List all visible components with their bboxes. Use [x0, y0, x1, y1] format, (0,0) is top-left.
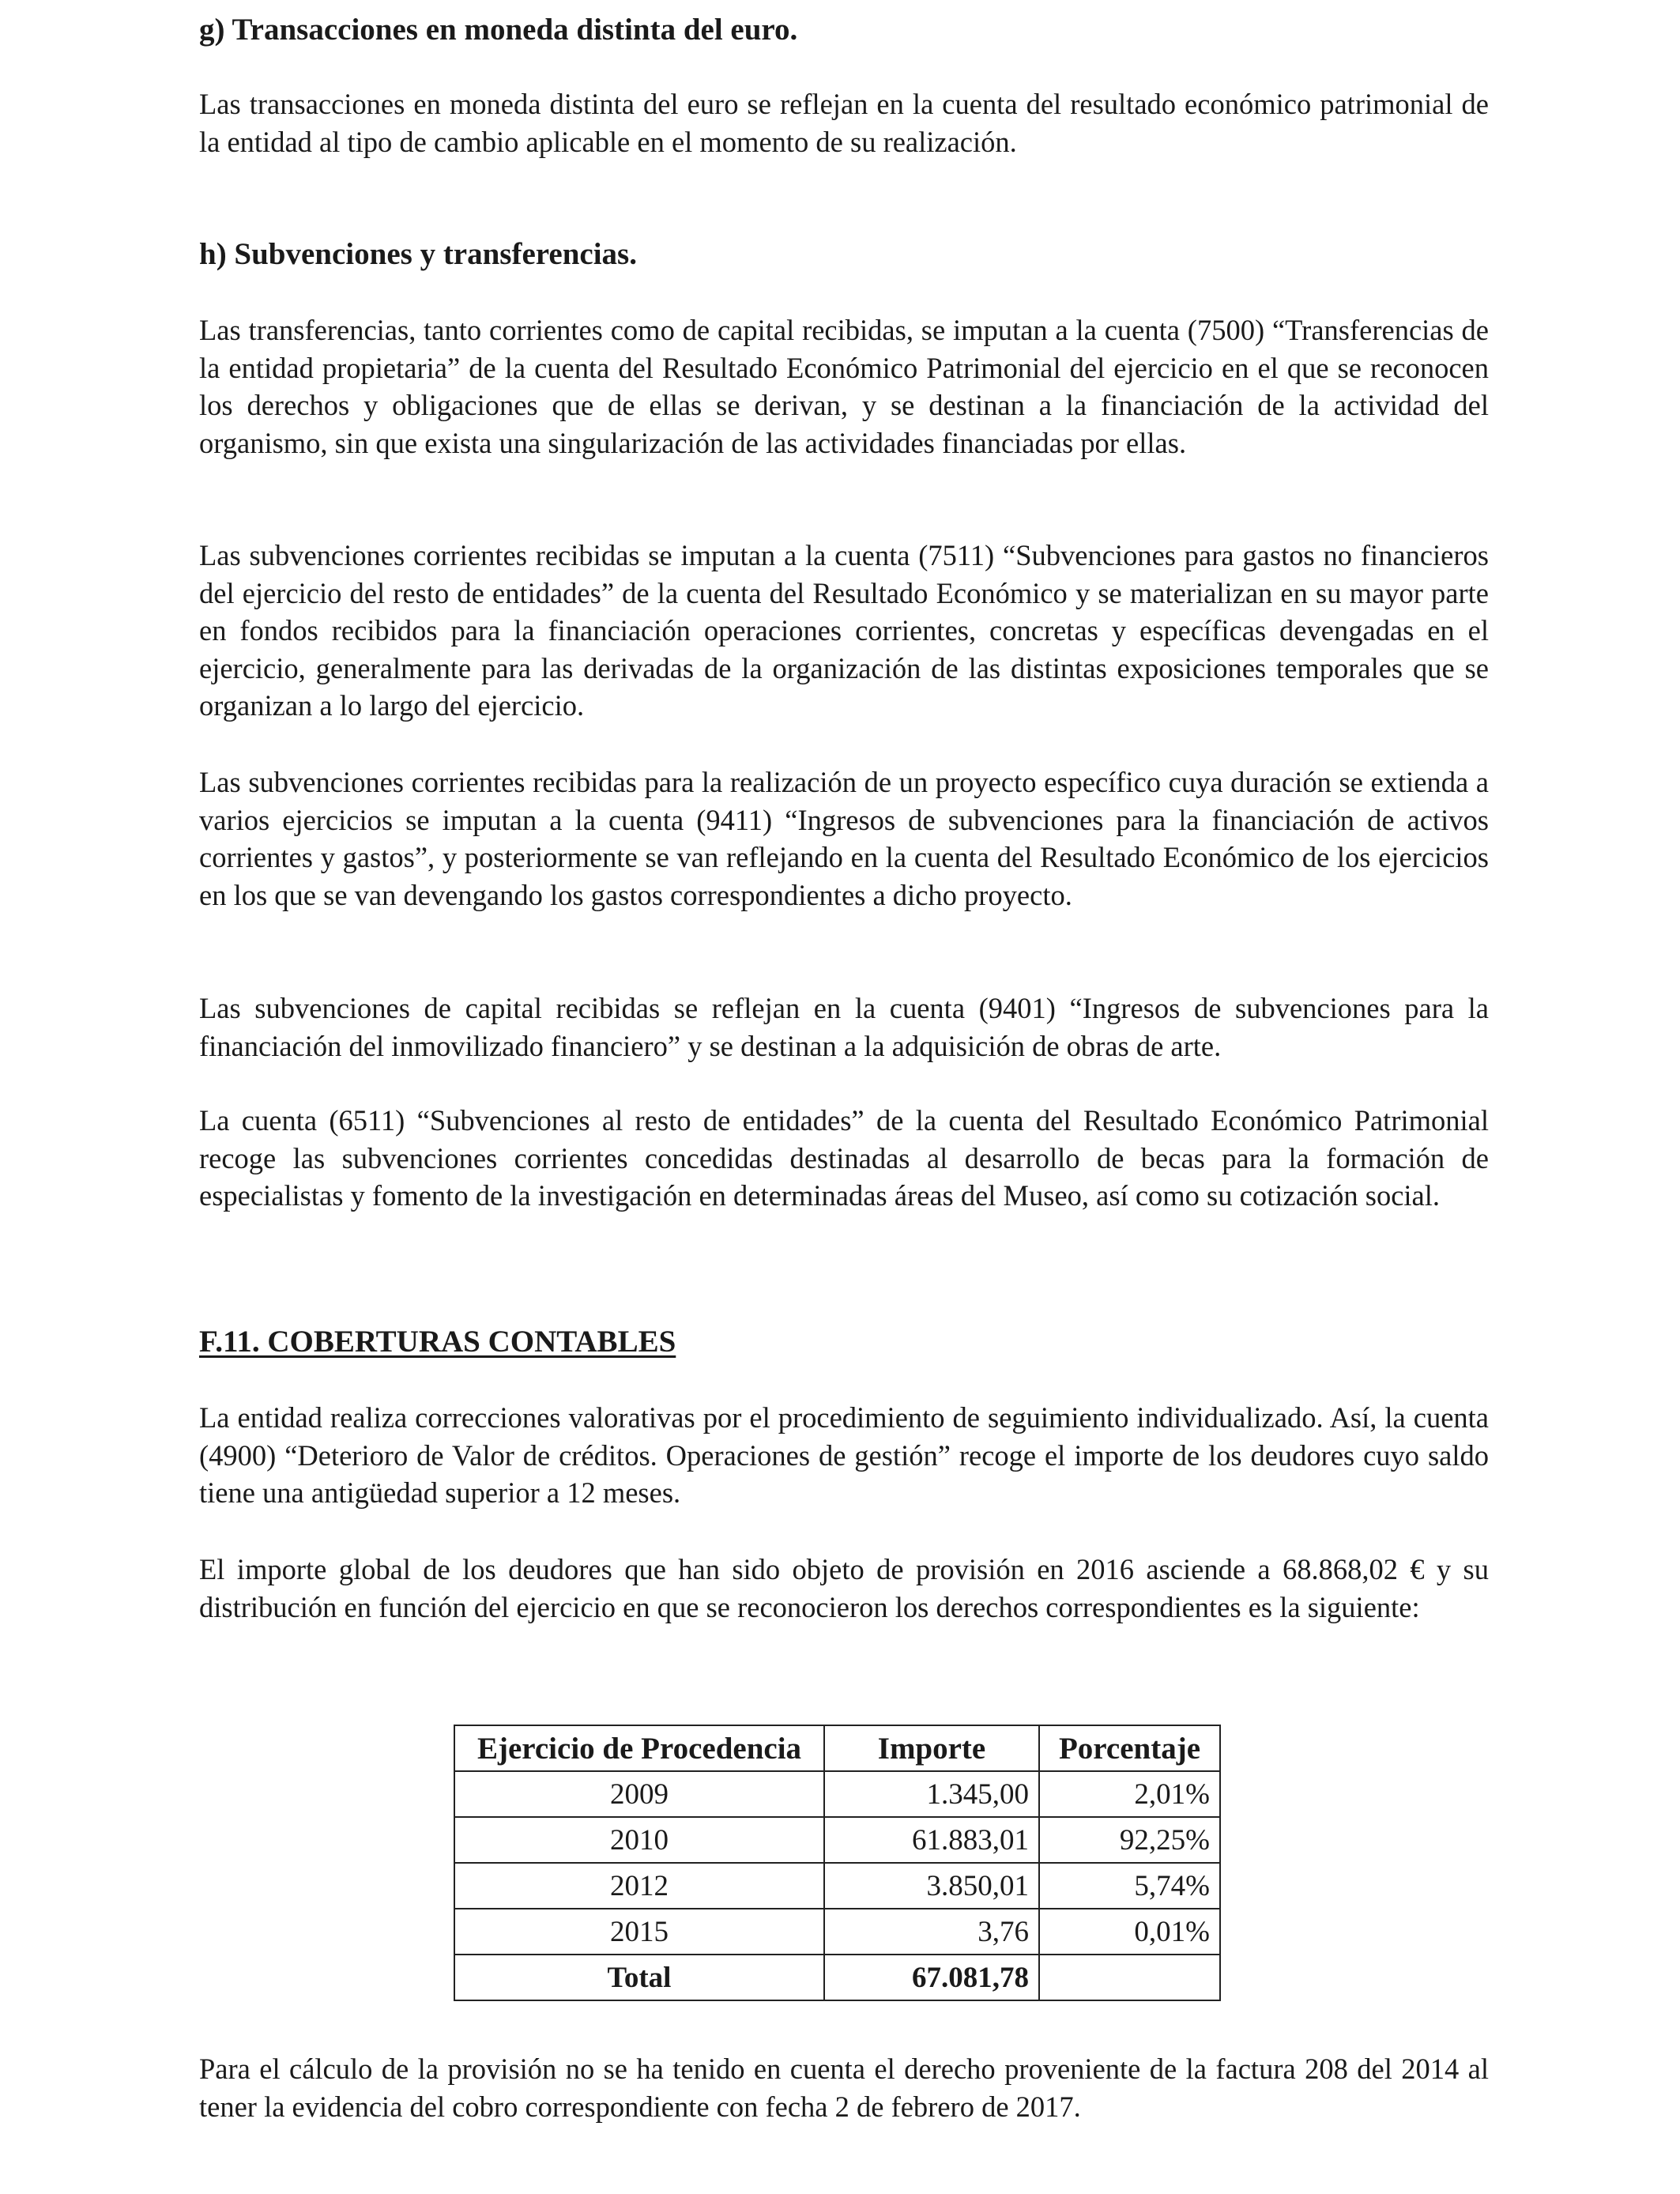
cell-year: 2015	[454, 1909, 824, 1955]
section-h-paragraph-5: La cuenta (6511) “Subvenciones al resto de entidades” de la cuenta del Resultado Económico Patrimonial recoge las subvenciones corrientes concedidas destinadas al desarrollo de becas para la formación de especialistas y fomento de la investigación en determinadas áreas del Museo, así como su cotización social.	[199, 1104, 1489, 1212]
cell-year: 2009	[454, 1771, 824, 1817]
cell-percentage: 2,01%	[1039, 1771, 1220, 1817]
total-percentage	[1039, 1955, 1220, 2000]
cell-year: 2012	[454, 1863, 824, 1909]
table-total-row	[454, 1955, 1220, 2000]
cell-amount: 1.345,00	[824, 1771, 1039, 1817]
cell-year: 2010	[454, 1817, 824, 1863]
cell-amount: 3,76	[824, 1909, 1039, 1955]
section-g-paragraph-1: Las transacciones en moneda distinta del euro se reflejan en la cuenta del resultado económico patrimonial de la entidad al tipo de cambio aplicable en el momento de su realización.	[199, 88, 1489, 158]
section-h-title: h) Subvenciones y transferencias.	[199, 237, 637, 271]
section-f11-paragraph-2: El importe global de los deudores que han sido objeto de provisión en 2016 asciende a 68.868,02 € y su distribución en función del ejercicio en que se reconocieron los derechos correspondientes es la siguiente:	[199, 1553, 1489, 1623]
cell-amount: 3.850,01	[824, 1863, 1039, 1909]
table-header-row	[454, 1725, 1220, 1771]
table-row	[454, 1909, 1220, 1955]
provision-distribution-table	[454, 1725, 1221, 2001]
cell-amount: 61.883,01	[824, 1817, 1039, 1863]
section-h-paragraph-3: Las subvenciones corrientes recibidas para la realización de un proyecto específico cuya duración se extienda a varios ejercicios se imputan a la cuenta (9411) “Ingresos de subvenciones para la financiación de activos corrientes y gastos”, y posteriormente se van reflejando en la cuenta del Resultado Económico de los ejercicios en los que se van devengando los gastos correspondientes a dicho proyecto.	[199, 766, 1489, 911]
section-h-paragraph-4: Las subvenciones de capital recibidas se reflejan en la cuenta (9401) “Ingresos de subvenciones para la financiación del inmovilizado financiero” y se destinan a la adquisición de obras de arte.	[199, 992, 1489, 1062]
header-importe: Importe	[824, 1725, 1039, 1771]
total-amount: 67.081,78	[824, 1955, 1039, 2000]
cell-percentage: 92,25%	[1039, 1817, 1220, 1863]
section-h-paragraph-2: Las subvenciones corrientes recibidas se imputan a la cuenta (7511) “Subvenciones para gastos no financieros del ejercicio del resto de entidades” de la cuenta del Resultado Económico y se materializan en su mayor parte en fondos recibidos para la financiación operaciones corrientes, concretas y específicas devengadas en el ejercicio, generalmente para las derivadas de la organización de las distintas exposiciones temporales que se organizan a lo largo del ejercicio.	[199, 539, 1489, 722]
section-f11-closing: Para el cálculo de la provisión no se ha tenido en cuenta el derecho proveniente de la factura 208 del 2014 al tener la evidencia del cobro correspondiente con fecha 2 de febrero de 2017.	[199, 2053, 1489, 2123]
total-label: Total	[454, 1955, 824, 2000]
section-g-title: g) Transacciones en moneda distinta del euro.	[199, 13, 798, 47]
section-h-paragraph-1: Las transferencias, tanto corrientes como de capital recibidas, se imputan a la cuenta (7500) “Transferencias de la entidad propietaria” de la cuenta del Resultado Económico Patrimonial del ejercicio en el que se reconocen los derechos y obligaciones que de ellas se derivan, y se destinan a la financiación de la actividad del organismo, sin que exista una singularización de las actividades financiadas por ellas.	[199, 314, 1489, 459]
section-f11-title: F.11. COBERTURAS CONTABLES	[199, 1325, 676, 1359]
header-porcentaje: Porcentaje	[1039, 1725, 1220, 1771]
cell-percentage: 0,01%	[1039, 1909, 1220, 1955]
table-row	[454, 1863, 1220, 1909]
header-ejercicio: Ejercicio de Procedencia	[454, 1725, 824, 1771]
cell-percentage: 5,74%	[1039, 1863, 1220, 1909]
table-row	[454, 1771, 1220, 1817]
table-row	[454, 1817, 1220, 1863]
section-f11-paragraph-1: La entidad realiza correcciones valorativas por el procedimiento de seguimiento individualizado. Así, la cuenta (4900) “Deterioro de Valor de créditos. Operaciones de gestión” recoge el importe de los deudores cuyo saldo tiene una antigüedad superior a 12 meses.	[199, 1401, 1489, 1510]
